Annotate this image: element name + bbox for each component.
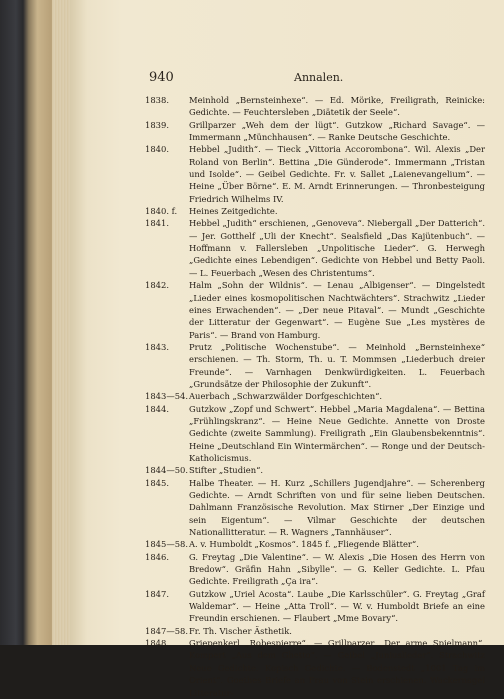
entry-text: Hebbel „Judith“. — Tieck „Vittoria Accorombona“. Wil. Alexis „Der Roland von Berlin“. Bettina „Die Günderode“. Immermann „Tristan und Isolde“. — Geibel Gedichte. Fr. v. Sallet „Laienevangelium“. — Heine „Über Börne“. E. M. Arndt Erinnerungen. — Thronbesteigung Friedrich Wilhelms IV. <box>189 144 485 204</box>
annal-entry <box>145 341 485 390</box>
entry-year: 1846. <box>145 551 169 562</box>
page-number: 940 <box>149 70 174 85</box>
annal-entry <box>145 637 485 699</box>
entry-text: A. v. Humboldt „Kosmos“. 1845 f. „Fliegende Blätter“. <box>189 539 419 550</box>
entry-year: 1842. <box>145 280 169 291</box>
annal-entry <box>145 279 485 341</box>
annal-entry <box>145 477 485 539</box>
annal-entry <box>145 390 485 402</box>
entry-year: 1838. <box>145 95 169 105</box>
annal-entry <box>145 205 485 217</box>
entry-year: 1848. <box>145 638 169 649</box>
entry-text: Griepenkerl „Robespierre“. — Grillparzer „Der arme Spielmann“. Kompert „Aus dem Ghetto“. — Geibel „Juniuslieder“. Strachwitz Neue Gedichte. Kopisch Gedichte. — Bodenstedt „1001 Tag im Orient“. Goethes Briefe an Frau von Stein erschienen. Wackernagel Litteratur- <box>189 638 485 698</box>
entry-text: Halm „Sohn der Wildnis“. — Lenau „Albigenser“. — Dingelstedt „Lieder eines kosmopolitischen Nachtwächters“. Strachwitz „Lieder eines Erwachenden“. — „Der neue Pitaval“. — Mundt „Geschichte der Litteratur der Gegenwart“. — Eugène Sue „Les mystères de Paris“. — Brand von Hamburg. <box>189 280 485 340</box>
entry-text: Auerbach „Schwarzwälder Dorfgeschichten“. <box>189 391 383 402</box>
entry-text: Gutzkow „Zopf und Schwert“. Hebbel „Maria Magdalena“. — Bettina „Frühlingskranz“. — Heine Neue Gedichte. Annette von Droste Gedichte (zweite Sammlung). Freiligrath „Ein Glaubensbekenntnis“. Heine „Deutschland Ein Wintermärchen“. — Ronge und der Deutsch-Katholicismus. <box>189 403 485 463</box>
annal-entry <box>145 94 485 119</box>
entry-text: Meinhold „Bernsteinhexe“. — Ed. Mörike, Freiligrath, Reinicke: Gedichte. — Feuchtersleben „Diätetik der Seele“. <box>189 95 485 118</box>
annal-entry <box>145 119 485 144</box>
annal-entry <box>145 403 485 465</box>
annal-entry <box>145 143 485 205</box>
entry-year: 1840. f. <box>145 206 178 217</box>
entry-text: Stifter „Studien“. <box>189 465 264 476</box>
annal-entry <box>145 538 485 550</box>
annal-entry <box>145 217 485 279</box>
entry-year: 1847. <box>145 588 169 599</box>
annal-entry <box>145 464 485 476</box>
annal-entry <box>145 588 485 625</box>
entry-text: Heines Zeitgedichte. <box>189 206 278 217</box>
entry-year: 1847—58. <box>145 625 189 636</box>
annal-entry <box>145 625 485 637</box>
entry-year: 1845—58. <box>145 539 189 550</box>
entry-year: 1844. <box>145 403 169 414</box>
entry-year: 1841. <box>145 218 169 229</box>
entry-text: Prutz „Politische Wochenstube“. — Meinhold „Bernsteinhexe“ erschienen. — Th. Storm, Th. u. T. Mommsen „Liederbuch dreier Freunde“. — Varnhagen Denkwürdigkeiten. L. Feuerbach „Grundsätze der Philosophie der Zukunft“. <box>189 341 485 389</box>
entry-year: 1844—50. <box>145 465 189 476</box>
entry-year: 1845. <box>145 477 169 488</box>
entry-text: Gutzkow „Uriel Acosta“. Laube „Die Karlsschüler“. G. Freytag „Graf Waldemar“. — Heine „Atta Troll“. — W. v. Humboldt Briefe an eine Freundin erschienen. — Flaubert „Mme Bovary“. <box>189 588 485 624</box>
annals-entries <box>145 94 485 699</box>
entry-year: 1839. <box>145 119 169 130</box>
entry-text: Halbe Theater. — H. Kurz „Schillers Jugendjahre“. — Scherenberg Gedichte. — Arndt Schriften von und für seine lieben Deutschen. Dahlmann Französische Revolution. Max Stirner „Der Einzige und sein Eigentum“. — Vilmar Geschichte der deutschen Nationallitteratur. — R. Wagners „Tannhäuser“. <box>189 477 485 538</box>
page-header <box>149 70 479 86</box>
annal-entry <box>145 551 485 588</box>
entry-year: 1840. <box>145 144 169 155</box>
entry-text: Fr. Th. Vischer Ästhetik. <box>189 625 292 636</box>
entry-text: G. Freytag „Die Valentine“. — W. Alexis „Die Hosen des Herrn von Bredow“. Gräfin Hahn „Sibylle“. — G. Keller Gedichte. L. Pfau Gedichte. Freiligrath „Ça ira“. <box>189 551 485 587</box>
entry-year: 1843—54. <box>145 391 189 402</box>
entry-text: Hebbel „Judith“ erschienen, „Genoveva“. Niebergall „Der Datterich“. — Jer. Gotthelf „Uli der Knecht“. Sealsfield „Das Kajütenbuch“. — Hoffmann v. Fallersleben „Unpolitische Lieder“. G. Herwegh „Gedichte eines Lebendigen“. Gedichte von Hebbel und Betty Paoli. — L. Feuerbach „Wesen des Christentums“. <box>189 218 485 278</box>
entry-text: Grillparzer „Weh dem der lügt“. Gutzkow „Richard Savage“. — Immermann „Münchhausen“. — Ranke Deutsche Geschichte. <box>189 119 485 143</box>
running-title: Annalen. <box>294 71 344 84</box>
entry-year: 1843. <box>145 341 169 352</box>
